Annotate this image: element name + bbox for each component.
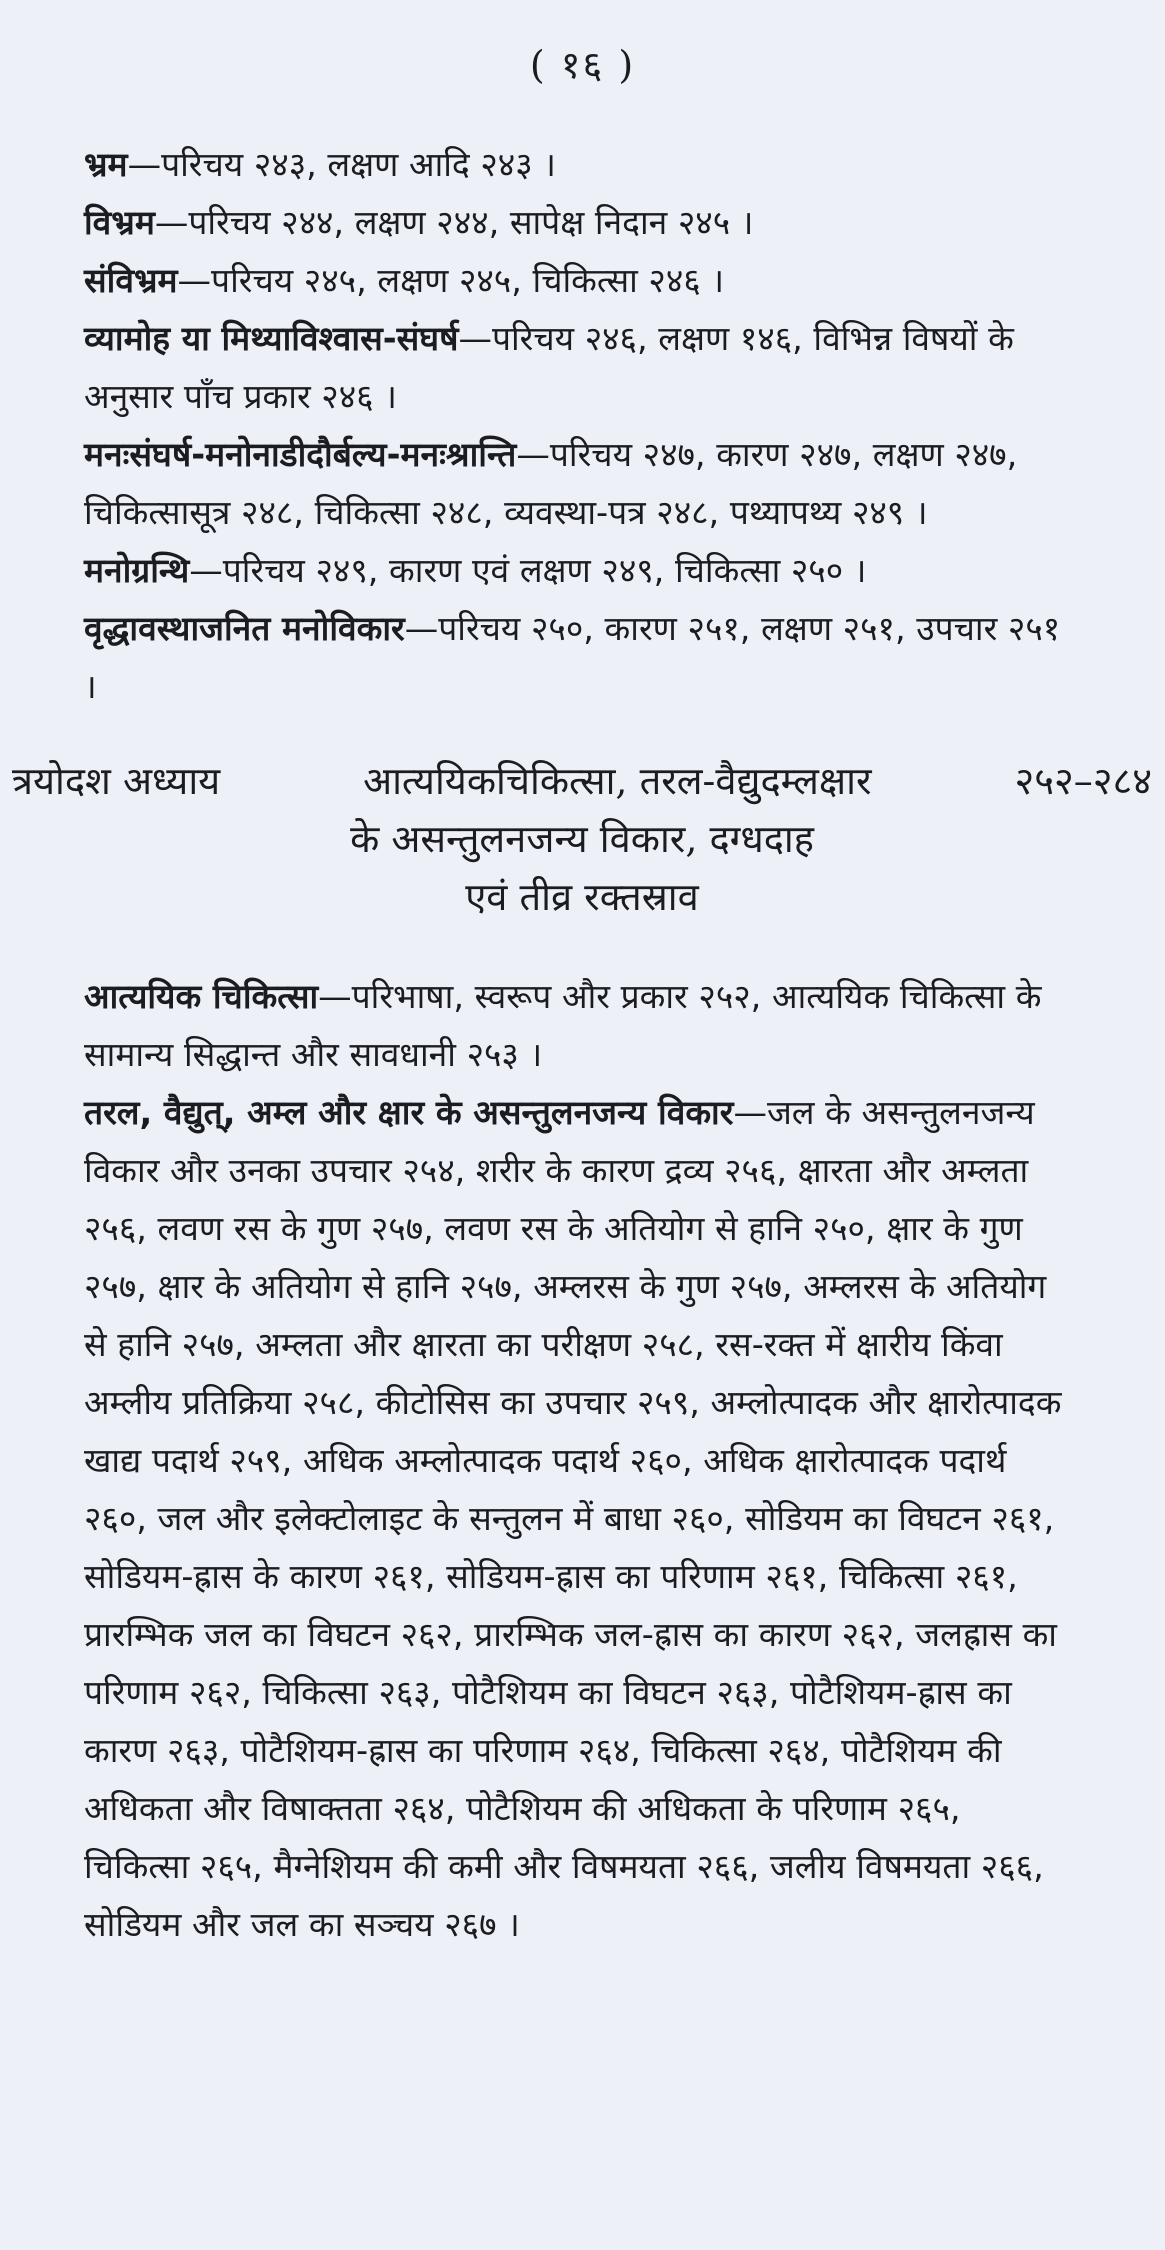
entry-text: —परिचय २४७, कारण २४७, लक्षण २४७, चिकित्सासूत्र २४८, चिकित्सा २४८, व्यवस्था-पत्र २४८, पथ्यापथ्य २४९ । [84,435,1018,532]
entry-text: —जल के असन्तुलनजन्य विकार और उनका उपचार २५४, शरीर के कारण द्रव्य २५६, क्षारता और अम्लता २५६, लवण रस के गुण २५७, लवण रस के अतियोग से हानि २५०, क्षार के गुण २५७, क्षार के अतियोग से हानि २५७, अम्लरस के गुण २५७, अम्लरस के अतियोग से हानि २५७, अम्लता और क्षारता का परीक्षण २५८, रस-रक्त में क्षारीय किंवा अम्लीय प्रतिक्रिया २५८, कीटोसिस का उपचार २५९, अम्लोत्पादक और क्षारोत्पादक खाद्य पदार्थ २५९, अधिक अम्लोत्पादक पदार्थ २६०, अधिक क्षारोत्पादक पदार्थ २६०, जल और इलेक्टोलाइट के सन्तुलन में बाधा २६०, सोडियम का विघटन २६१, सोडियम-ह्रास के कारण २६१, सोडियम-ह्रास का परिणाम २६१, चिकित्सा २६१, प्रारम्भिक जल का विघटन २६२, प्रारम्भिक जल-ह्रास का कारण २६२, जलह्रास का परिणाम २६२, चिकित्सा २६३, पोटैशियम का विघटन २६३, पोटैशियम-ह्रास का कारण २६३, पोटैशियम-ह्रास का परिणाम २६४, चिकित्सा २६४, पोटैशियम की अधिकता और विषाक्तता २६४, पोटैशियम की अधिकता के परिणाम २६५, चिकित्सा २६५, मैग्नेशियम की कमी और विषमयता २६६, जलीय विषमयता २६६, सोडियम और जल का सञ्चय २६७ । [84,1093,1062,1944]
entry-heading: वृद्धावस्थाजनित मनोविकार [84,609,405,648]
entries-section-1 [84,136,1074,716]
chapter-page-range: २५२–२८४ [1014,759,1152,803]
entry-heading: मनःसंघर्ष-मनोनाडीदौर्बल्य-मनःश्रान्ति [84,435,517,474]
entry-text: —परिभाषा, स्वरूप और प्रकार २५२, आत्ययिक चिकित्सा के सामान्य सिद्धान्त और सावधानी २५३ । [84,977,1042,1074]
index-entry [84,542,1074,600]
entry-heading: तरल, वैद्युत्, अम्ल और क्षार के असन्तुलनजन्य विकार [84,1093,734,1132]
entry-heading: विभ्रम [84,203,155,242]
entry-text: —परिचय २४५, लक्षण २४५, चिकित्सा २४६ । [177,261,725,300]
entry-heading: भ्रम [84,145,128,184]
entry-heading: आत्ययिक चिकित्सा [84,977,319,1016]
index-entry [84,136,1074,194]
entries-section-2 [84,968,1074,1954]
index-entry [84,600,1074,716]
chapter-title-line2: के असन्तुलनजन्य विकार, दग्धदाह [350,817,814,861]
chapter-title-line3: एवं तीव्र रक्तस्राव [465,875,699,919]
index-entry [84,252,1074,310]
page-number: ( १६ ) [529,43,636,87]
index-entry [84,310,1074,426]
entry-text: —परिचय २४६, लक्षण १४६, विभिन्न विषयों के अनुसार पाँच प्रकार २४६ । [84,319,1014,416]
entry-text: —परिचय २४९, कारण एवं लक्षण २४९, चिकित्सा २५० । [189,551,867,590]
entry-heading: व्यामोह या मिथ्याविश्वास-संघर्ष [84,319,459,358]
entry-text: —परिचय २५०, कारण २५१, लक्षण २५१, उपचार २५१ । [84,609,1061,706]
entry-text: —परिचय २४४, लक्षण २४४, सापेक्ष निदान २४५ । [154,203,754,242]
index-entry [84,968,1074,1084]
index-entry [84,426,1074,542]
chapter-heading-line [12,752,1152,810]
chapter-label: त्रयोदश अध्याय [12,759,221,803]
index-entry [84,194,1074,252]
chapter-title-line1: आत्ययिकचिकित्सा, तरल-वैद्युदम्लक्षार [363,759,872,803]
chapter-heading [12,752,1152,926]
entry-heading: संविभ्रम [84,261,178,300]
entry-text: —परिचय २४३, लक्षण आदि २४३ । [127,145,556,184]
entry-heading: मनोग्रन्थि [84,551,190,590]
index-entry [84,1084,1074,1954]
